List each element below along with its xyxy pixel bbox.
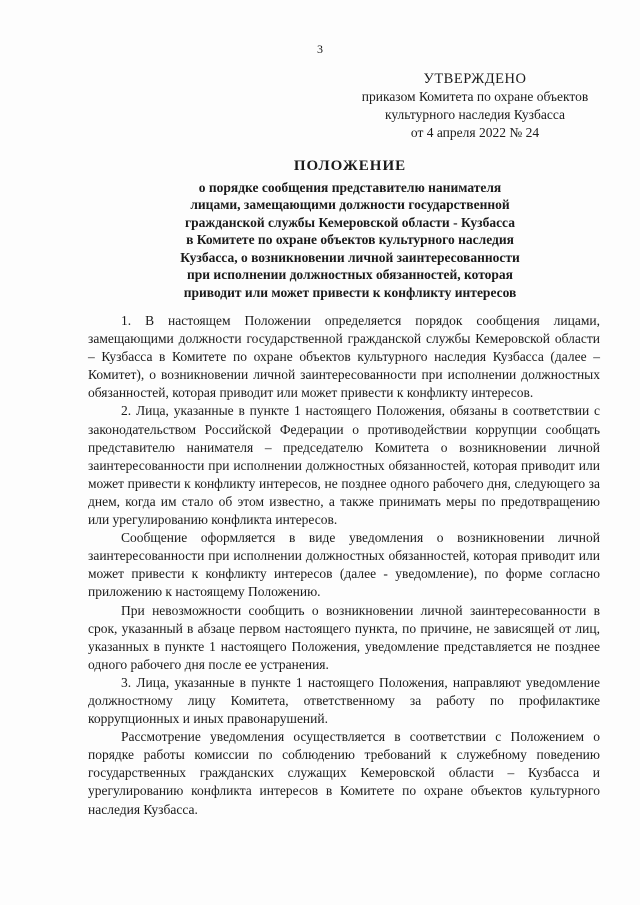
heading-line: приводит или может привести к конфликту интересов [183, 284, 517, 300]
approval-label: УТВЕРЖДЕНО [423, 71, 527, 87]
document-title: ПОЛОЖЕНИЕ [293, 158, 407, 174]
paragraph-4: При невозможности сообщить о возникновении личной заинтересованности в срок, указанный в абзаце первом настоящего пункта, по причине, не зависящей от лиц, указанных в пункте 1 настоящего Положения, уведомление представляется не позднее одного рабочего дня после ее устранения. [88, 602, 600, 672]
heading-line: лицами, замещающими должности государственной [190, 197, 510, 212]
heading-line: Кузбасса, о возникновении личной заинтересованности [180, 249, 520, 265]
document-heading [80, 158, 620, 301]
heading-line: о порядке сообщения представителю нанимателя [198, 179, 502, 195]
paragraph-5: 3. Лица, указанные в пункте 1 настоящего Положения, направляют уведомление должностному лицу Комитета, ответственному за работу по профилактике коррупционных и иных правонарушений. [88, 674, 600, 727]
page-number: 3 [317, 42, 323, 56]
heading-line: в Комитете по охране объектов культурного наследия [186, 232, 514, 247]
approval-date: от 4 апреля 2022 № 24 [410, 125, 540, 140]
paragraph-6: Рассмотрение уведомления осуществляется в соответствии с Положением о порядке работы комиссии по соблюдению требований к служебному поведению государственных гражданских служащих Кемеровской области – Кузбасса и урегулированию конфликта интересов в Комитете по охране объектов культурного наследия Кузбасса. [88, 729, 600, 817]
paragraph-2: 2. Лица, указанные в пункте 1 настоящего Положения, обязаны в соответствии с законодательством Российской Федерации о противодействии коррупции сообщать представителю нанимателя – председателю Комитета о возникновении личной заинтересованности при исполнении должностных обязанностей, которая приводит или может привести к конфликту интересов, не позднее одного рабочего дня, следующего за днем, когда им стало об этом известно, а также принимать меры по предотвращению или урегулированию конфликта интересов. [88, 403, 600, 528]
heading-line: при исполнении должностных обязанностей, которая [186, 267, 513, 282]
document-body [88, 312, 600, 819]
approval-line: культурного наследия Кузбасса [385, 107, 565, 122]
paragraph-3: Сообщение оформляется в виде уведомления о возникновении личной заинтересованности при исполнении должностных обязанностей, которая приводит или может привести к конфликту интересов (далее - уведомление), по форме согласно приложению к настоящему Положению. [88, 530, 600, 600]
paragraph-1: 1. В настоящем Положении определяется порядок сообщения лицами, замещающими должности государственной гражданской службы Кемеровской области – Кузбасса в Комитете по охране объектов культурного наследия Кузбасса (далее – Комитет), о возникновении личной заинтересованности при исполнении должностных обязанностей, которая приводит или может привести к конфликту интересов. [88, 313, 600, 401]
heading-line: гражданской службы Кемеровской области - Кузбасса [185, 214, 515, 230]
approval-line: приказом Комитета по охране объектов [361, 89, 589, 104]
approval-stamp [330, 70, 620, 142]
